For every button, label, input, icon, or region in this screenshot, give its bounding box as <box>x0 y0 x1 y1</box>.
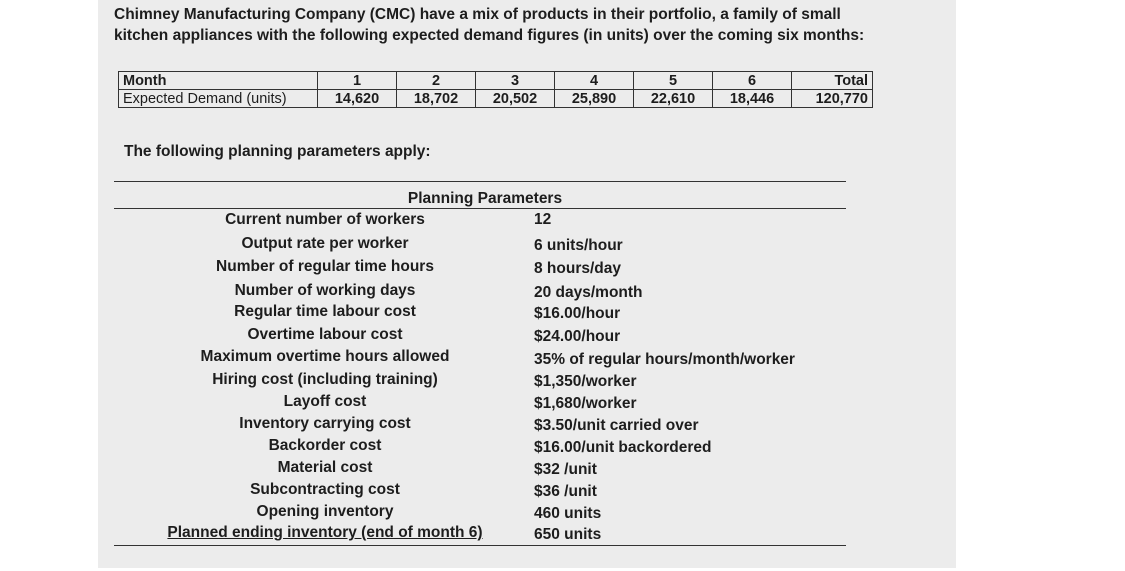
demand-month-1: 14,620 <box>318 90 397 108</box>
table-bottom-rule <box>114 545 846 546</box>
demand-total: 120,770 <box>792 90 873 108</box>
demand-month-6: 18,446 <box>713 90 792 108</box>
param-value: $1,680/worker <box>534 395 637 412</box>
param-value: 8 hours/day <box>534 260 621 277</box>
param-label: Opening inventory <box>256 503 394 520</box>
param-value: 12 <box>534 211 552 228</box>
param-label: Hiring cost (including training) <box>212 371 438 388</box>
param-label: Number of working days <box>234 282 416 299</box>
month-2-header: 2 <box>397 72 476 90</box>
demand-month-5: 22,610 <box>634 90 713 108</box>
month-1-header: 1 <box>318 72 397 90</box>
param-label: Overtime labour cost <box>247 326 403 343</box>
month-header: Month <box>119 72 318 90</box>
param-value: 650 units <box>534 526 602 543</box>
expected-demand-label: Expected Demand (units) <box>119 90 318 108</box>
param-label: Planned ending inventory (end of month 6) <box>167 524 483 541</box>
param-value: $36 /unit <box>534 483 597 500</box>
param-value: 20 days/month <box>534 284 643 301</box>
param-label: Regular time labour cost <box>234 303 416 320</box>
param-label: Backorder cost <box>268 437 382 454</box>
table-top-rule <box>114 181 846 182</box>
total-header: Total <box>792 72 873 90</box>
month-5-header: 5 <box>634 72 713 90</box>
planning-intro: The following planning parameters apply: <box>124 143 431 160</box>
demand-month-2: 18,702 <box>397 90 476 108</box>
param-value: $24.00/hour <box>534 328 621 345</box>
param-value: $1,350/worker <box>534 373 637 390</box>
param-value: $16.00/hour <box>534 305 621 322</box>
intro-line-1: Chimney Manufacturing Company (CMC) have a mix of products in their portfolio, a family of small <box>114 6 841 23</box>
demand-month-3: 20,502 <box>476 90 555 108</box>
demand-table-values-row <box>119 90 873 108</box>
param-value: $16.00/unit backordered <box>534 439 712 456</box>
param-label: Output rate per worker <box>241 235 409 252</box>
month-4-header: 4 <box>555 72 634 90</box>
param-value: 6 units/hour <box>534 237 623 254</box>
param-value: $32 /unit <box>534 461 597 478</box>
month-6-header: 6 <box>713 72 792 90</box>
intro-paragraph <box>114 4 954 46</box>
param-label: Layoff cost <box>283 393 367 410</box>
param-label: Current number of workers <box>225 211 425 228</box>
planning-parameters-title: Planning Parameters <box>407 190 563 207</box>
demand-table-header-row <box>119 72 873 90</box>
param-label: Subcontracting cost <box>250 481 400 498</box>
demand-month-4: 25,890 <box>555 90 634 108</box>
month-3-header: 3 <box>476 72 555 90</box>
param-value: $3.50/unit carried over <box>534 417 699 434</box>
param-value: 460 units <box>534 505 602 522</box>
param-label: Maximum overtime hours allowed <box>200 348 450 365</box>
demand-table <box>118 71 873 108</box>
param-label: Number of regular time hours <box>216 258 434 275</box>
intro-line-2: kitchen appliances with the following expected demand figures (in units) over the coming six months: <box>114 27 865 44</box>
param-value: 35% of regular hours/month/worker <box>534 351 795 368</box>
param-label: Material cost <box>277 459 373 476</box>
param-label: Inventory carrying cost <box>239 415 411 432</box>
